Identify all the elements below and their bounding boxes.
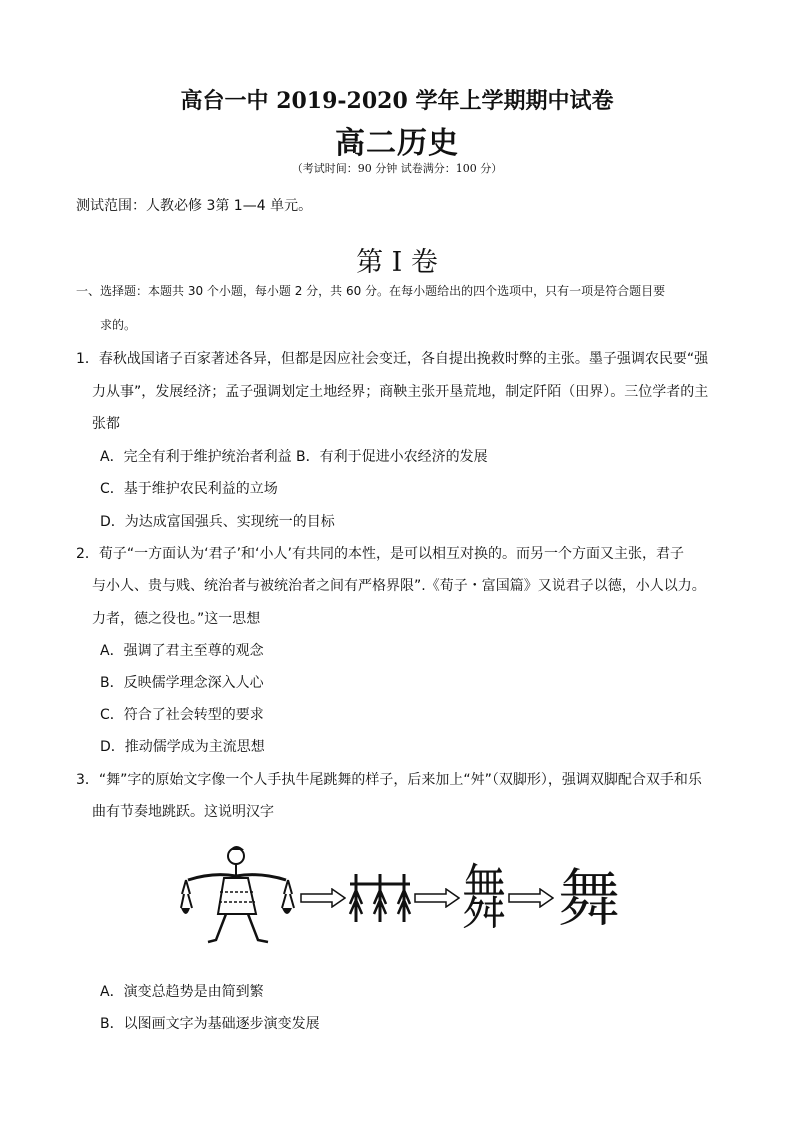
modern-glyph: 舞: [557, 862, 620, 935]
exam-title: 高台一中 2019-2020 学年上学期期中试卷: [180, 88, 614, 114]
question-2-line2: 与小人、贵与贱、统治者与被统治者之间有严格界限”.《荀子・富国篇》又说君子以德，小人以力。: [92, 578, 706, 594]
oracle-bone-glyph-icon: [348, 870, 412, 930]
question-3-line1: 3．“舞”字的原始文字像一个人手执牛尾跳舞的样子，后来加上“舛”（双脚形），强调双脚配合双手和乐: [76, 772, 702, 788]
question-3-option-a: A．演变总趋势是由简到繁: [100, 984, 264, 1000]
subject-title: 高二历史: [335, 126, 459, 161]
question-2-option-c: C．符合了社会转型的要求: [100, 707, 264, 723]
section-instructions: 一、选择题：本题共 30 个小题，每小题 2 分，共 60 分。在每小题给出的四个选项中，只有一项是符合题目要: [76, 284, 666, 298]
question-2-option-d: D．推动儒学成为主流思想: [100, 739, 265, 755]
arrow-right-icon: [508, 888, 554, 908]
question-1-option-c: C．基于维护农民利益的立场: [100, 481, 278, 497]
question-1-option-ab: A．完全有利于维护统治者利益 B．有利于促进小农经济的发展: [100, 449, 488, 465]
question-3-option-b: B．以图画文字为基础逐步演变发展: [100, 1016, 320, 1032]
question-2-line1: 2．荀子“一方面认为‘君子’和‘小人’有共同的本性，是可以相互对换的。而另一个方面又主张，君子: [76, 546, 684, 562]
question-1-line2: 力从事”，发展经济；孟子强调划定土地经界；商鞅主张开垦荒地，制定阡陌（田界）。三位学者的主: [92, 384, 709, 400]
volume-title: 第 I 卷: [356, 247, 438, 278]
character-evolution-figure: [178, 842, 618, 952]
section-instructions-cont: 求的。: [100, 318, 137, 332]
seal-script-glyph: 舞: [462, 858, 506, 940]
question-1-line1: 1．春秋战国诸子百家著述各异，但都是因应社会变迁，各自提出挽救时弊的主张。墨子强调农民要“强: [76, 351, 709, 367]
question-1-line3: 张都: [92, 416, 120, 432]
test-scope: 测试范围：人教必修 3第 1—4 单元。: [76, 198, 313, 214]
question-3-line2: 曲有节奏地跳跃。这说明汉字: [92, 804, 274, 820]
question-2-option-b: B．反映儒学理念深入人心: [100, 675, 264, 691]
question-2-option-a: A．强调了君主至尊的观念: [100, 643, 264, 659]
question-1-option-d: D．为达成富国强兵、实现统一的目标: [100, 514, 335, 530]
question-2-line3: 力者，德之役也。”这一思想: [92, 611, 261, 627]
dancer-pictograph-icon: [178, 842, 298, 952]
exam-info: （考试时间：90 分钟 试卷满分：100 分）: [291, 162, 503, 175]
arrow-right-icon: [414, 888, 460, 908]
arrow-right-icon: [300, 888, 346, 908]
